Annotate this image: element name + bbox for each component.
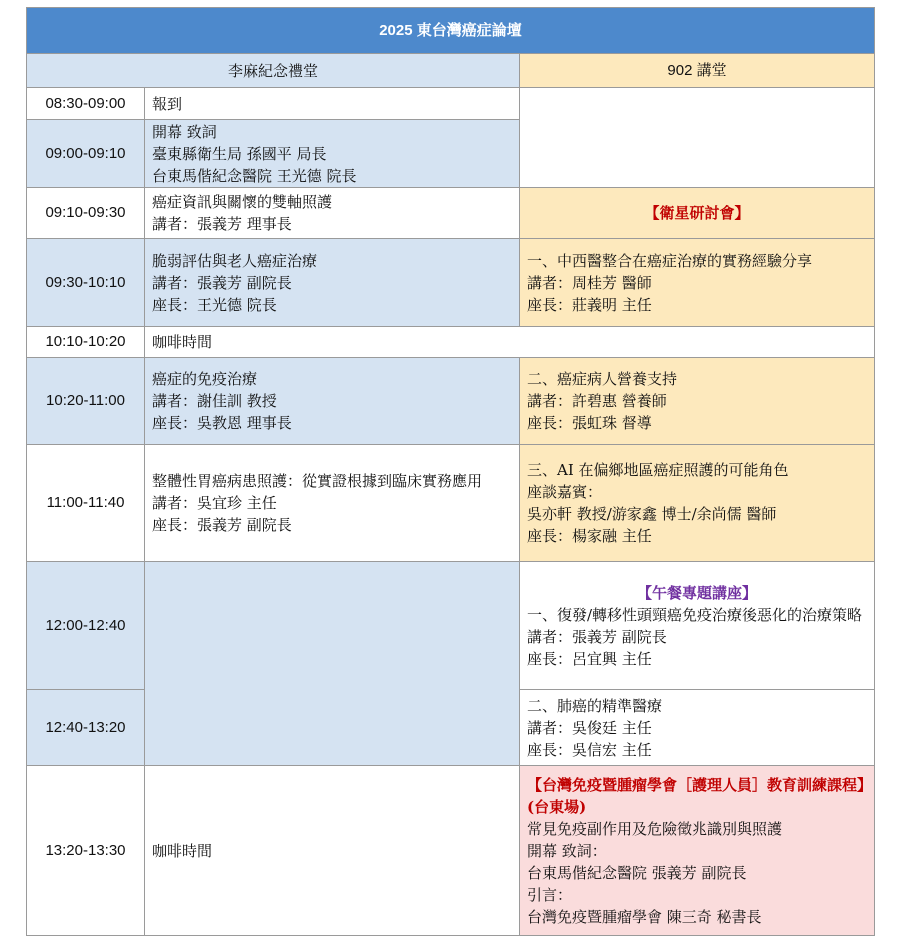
session-line: 座長：呂宜興 主任 — [527, 649, 652, 668]
time-cell: 12:00-12:40 — [27, 562, 145, 690]
schedule-row — [27, 239, 875, 327]
agenda-table — [26, 7, 875, 936]
time-cell: 09:00-09:10 — [27, 120, 145, 188]
session-line: 整體性胃癌病患照護：從實證根據到臨床實務應用 — [152, 472, 483, 490]
time-cell: 08:30-09:00 — [27, 88, 145, 120]
session-line: 講者：張義芳 副院長 — [152, 273, 292, 292]
schedule-row — [27, 445, 875, 562]
schedule-row — [27, 562, 875, 690]
right-session — [520, 562, 875, 690]
nursing-course-title: 【台灣免疫暨腫瘤學會［護理人員］教育訓練課程】(台東場) — [527, 775, 865, 816]
session-line: 一、中西醫整合在癌症治療的實務經驗分享 — [527, 251, 813, 270]
session-line: 常見免疫副作用及危險徵兆識別與照護 — [527, 819, 783, 838]
session-line: 座長：吳信宏 主任 — [527, 740, 652, 759]
session-line: 引言： — [527, 885, 573, 904]
left-empty-cell — [145, 562, 520, 766]
satellite-symposium-title: 【衛星研討會】 — [644, 204, 750, 222]
session-line: 報到 — [152, 94, 183, 113]
time-cell: 12:40-13:20 — [27, 690, 145, 766]
session-line: 癌症的免疫治療 — [152, 370, 258, 388]
session-line: 講者：吳俊廷 主任 — [527, 718, 652, 737]
time-cell: 09:30-10:10 — [27, 239, 145, 327]
session-line: 座長：楊家融 主任 — [527, 527, 652, 545]
session-line: 講者：吳宜珍 主任 — [152, 494, 277, 512]
session-line: 講者：許碧惠 營養師 — [527, 392, 667, 410]
session-line: 座長：張虹珠 督導 — [527, 414, 652, 432]
time-cell: 10:10-10:20 — [27, 327, 145, 358]
session-line: 臺東縣衛生局 孫國平 局長 — [152, 144, 327, 163]
left-session — [145, 88, 520, 120]
right-session — [520, 445, 875, 562]
venue-right-header: 902 講堂 — [520, 54, 875, 88]
time-cell: 11:00-11:40 — [27, 445, 145, 562]
session-line: 二、肺癌的精準醫療 — [527, 696, 663, 715]
session-line: 講者：周桂芳 醫師 — [527, 273, 652, 292]
session-line: 座長：張義芳 副院長 — [152, 516, 292, 534]
schedule-row — [27, 766, 875, 936]
session-line: 癌症資訊與關懷的雙軸照護 — [152, 193, 333, 211]
right-session — [520, 358, 875, 445]
left-session — [145, 120, 520, 188]
right-session — [520, 766, 875, 936]
session-line: 一、復發/轉移性頭頸癌免疫治療後惡化的治療策略 — [527, 605, 863, 624]
time-cell: 09:10-09:30 — [27, 188, 145, 239]
session-line: 脆弱評估與老人癌症治療 — [152, 251, 318, 270]
schedule-row — [27, 358, 875, 445]
left-session — [145, 766, 520, 936]
session-line: 吳亦軒 教授/游家鑫 博士/余尚儒 醫師 — [527, 505, 777, 523]
right-empty-cell — [520, 88, 875, 188]
left-session — [145, 239, 520, 327]
session-line: 開幕 致詞 — [152, 122, 217, 141]
right-session — [520, 188, 875, 239]
session-line: 開幕 致詞： — [527, 841, 607, 860]
session-line: 三、AI 在偏鄉地區癌症照護的可能角色 — [527, 461, 789, 479]
time-cell: 13:20-13:30 — [27, 766, 145, 936]
session-line: 台東馬偕紀念醫院 王光德 院長 — [152, 166, 357, 185]
left-session — [145, 445, 520, 562]
schedule-row — [27, 327, 875, 358]
right-session — [520, 239, 875, 327]
session-line: 台灣免疫暨腫瘤學會 陳三奇 秘書長 — [527, 907, 762, 926]
session-line: 咖啡時間 — [152, 333, 213, 351]
session-line: 二、癌症病人營養支持 — [527, 370, 678, 388]
coffee-break — [145, 327, 875, 358]
session-line: 座談嘉賓： — [527, 483, 603, 501]
right-session — [520, 690, 875, 766]
lunch-lecture-title: 【午餐專題講座】 — [636, 583, 757, 602]
time-cell: 10:20-11:00 — [27, 358, 145, 445]
venue-left-header: 李麻紀念禮堂 — [27, 54, 520, 88]
session-line: 咖啡時間 — [152, 841, 213, 860]
schedule-row — [27, 188, 875, 239]
session-line: 講者：張義芳 理事長 — [152, 215, 292, 233]
session-line: 座長：吳教恩 理事長 — [152, 414, 292, 432]
session-line: 台東馬偕紀念醫院 張義芳 副院長 — [527, 863, 747, 882]
session-line: 座長：莊義明 主任 — [527, 295, 652, 314]
session-line: 講者：謝佳訓 教授 — [152, 392, 277, 410]
schedule-row — [27, 88, 875, 120]
session-line: 講者：張義芳 副院長 — [527, 627, 667, 646]
forum-title: 2025 東台灣癌症論壇 — [27, 8, 875, 54]
left-session — [145, 188, 520, 239]
left-session — [145, 358, 520, 445]
session-line: 座長：王光德 院長 — [152, 295, 277, 314]
